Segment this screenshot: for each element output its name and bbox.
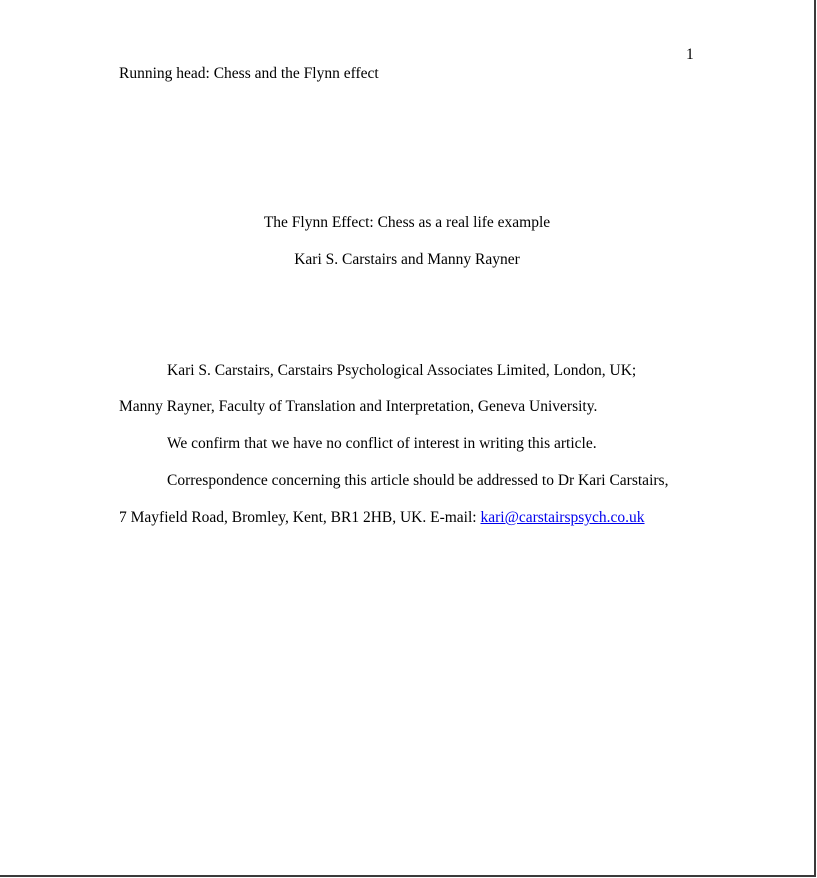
conflict-of-interest-statement: We confirm that we have no conflict of interest in writing this article.: [167, 435, 597, 452]
correspondence-line-2: [119, 509, 645, 527]
correspondence-address: 7 Mayfield Road, Bromley, Kent, BR1 2HB, UK. E-mail:: [119, 509, 481, 526]
running-head: Running head: Chess and the Flynn effect: [119, 65, 379, 82]
affiliation-line-2: Manny Rayner, Faculty of Translation and Interpretation, Geneva University.: [119, 398, 598, 415]
paper-title: The Flynn Effect: Chess as a real life example: [263, 214, 551, 231]
page-number: 1: [686, 46, 694, 63]
email-link[interactable]: kari@carstairspsych.co.uk: [480, 509, 645, 526]
affiliation-line-1: Kari S. Carstairs, Carstairs Psychological Associates Limited, London, UK;: [167, 362, 637, 379]
correspondence-line-1: Correspondence concerning this article should be addressed to Dr Kari Carstairs,: [167, 472, 669, 489]
author-list: Kari S. Carstairs and Manny Rayner: [294, 251, 520, 268]
